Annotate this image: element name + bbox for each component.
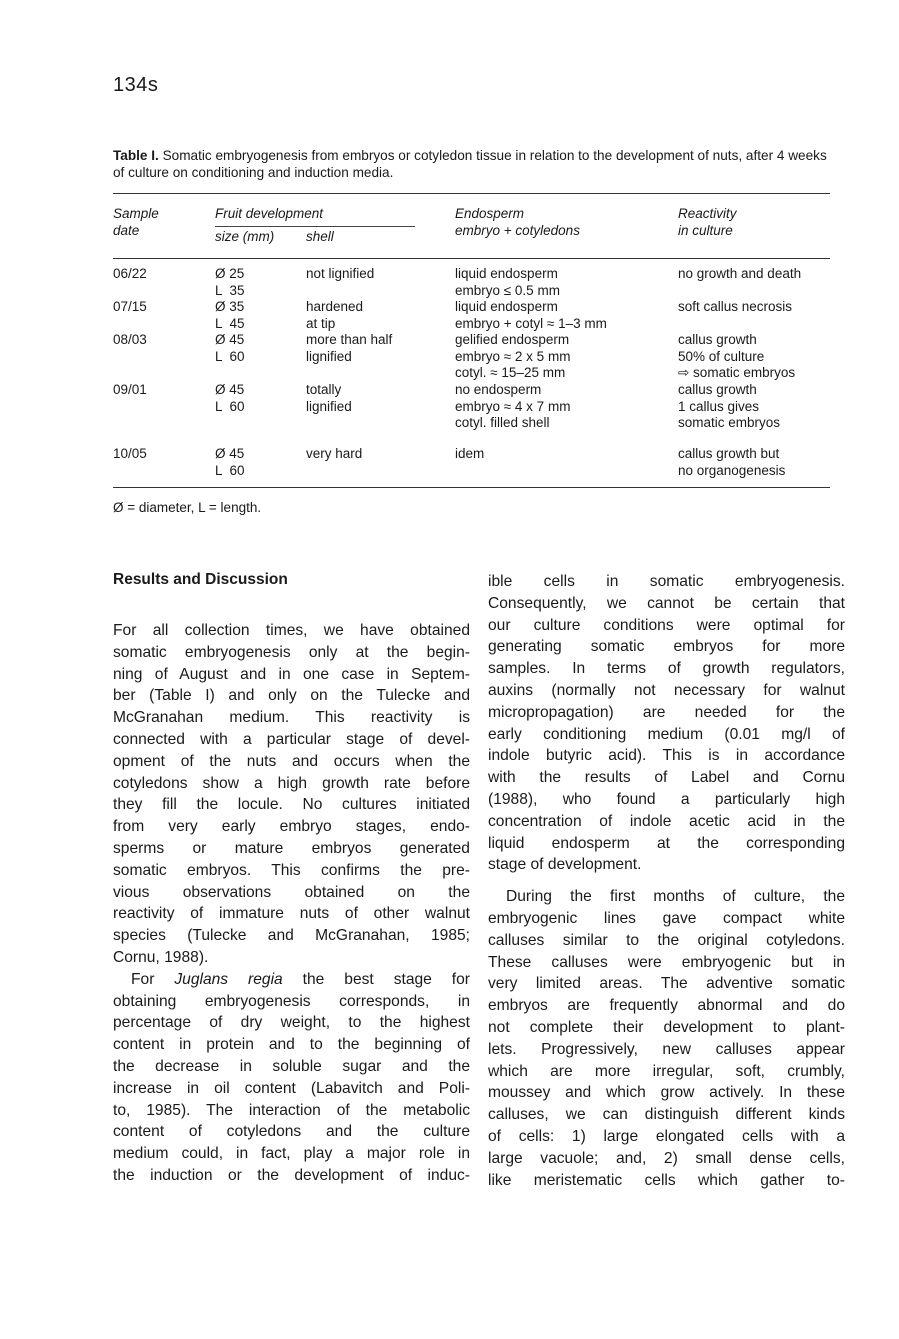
text-line: reactivity of immature nuts of other walnut xyxy=(113,905,470,923)
cell-size: L 60 xyxy=(215,348,245,364)
cell-size: L 45 xyxy=(215,315,245,331)
cell-size: L 60 xyxy=(215,462,245,478)
cell-shell: totally xyxy=(306,382,342,397)
text-line: medium could, in fact, play a major role in xyxy=(113,1145,470,1163)
header-shell: shell xyxy=(306,229,334,244)
cell-size: Ø 35 xyxy=(215,299,245,314)
text-line: early conditioning medium (0.01 mg/l of xyxy=(488,725,845,743)
cell-endosperm: embryo ≈ 2 x 5 mm xyxy=(455,348,571,364)
text-line: with the results of Label and Cornu xyxy=(488,769,845,787)
cell-shell: at tip xyxy=(306,315,336,331)
text-line: obtaining embryogenesis corresponds, in xyxy=(113,992,470,1010)
text-line: embryogenic lines gave compact white xyxy=(488,909,845,927)
page-number: 134s xyxy=(113,74,159,96)
cell-date: 10/05 xyxy=(113,446,147,461)
header-sample-line2: date xyxy=(113,223,140,238)
cell-endosperm: no endosperm xyxy=(455,382,542,397)
table-top-rule xyxy=(113,193,830,194)
cell-endosperm: embryo + cotyl ≈ 1–3 mm xyxy=(455,315,607,331)
paragraph-4 xyxy=(488,886,845,1191)
cell-reactivity: no organogenesis xyxy=(678,462,786,478)
text-line: McGranahan medium. This reactivity is xyxy=(113,709,470,727)
header-fruit-development: Fruit development xyxy=(215,206,324,221)
text-line: the decrease in soluble sugar and the xyxy=(113,1057,470,1075)
cell-size: L 60 xyxy=(215,398,245,414)
cell-endosperm: cotyl. filled shell xyxy=(455,415,550,430)
cell-reactivity: callus growth but xyxy=(678,446,780,461)
text-line: ning of August and in one case in Septem- xyxy=(113,665,470,683)
text-line: species (Tulecke and McGranahan, 1985; xyxy=(113,927,470,945)
cell-date: 09/01 xyxy=(113,382,147,397)
text-line: indole butyric acid). This is in accordance xyxy=(488,747,845,765)
text-line: concentration of indole acetic acid in the xyxy=(488,812,845,830)
text-line: like meristematic cells which gather to- xyxy=(488,1171,845,1189)
cell-endosperm: idem xyxy=(455,446,485,461)
cell-size: Ø 25 xyxy=(215,266,245,281)
text-line: very limited areas. The adventive somatic xyxy=(488,975,845,993)
header-sample-date xyxy=(113,205,159,239)
text-line: our culture conditions were optimal for xyxy=(488,616,845,634)
paragraph-1 xyxy=(113,620,470,969)
cell-reactivity: 50% of culture xyxy=(678,348,765,364)
text-line: they fill the locule. No cultures initiated xyxy=(113,796,470,814)
text-line: liquid endosperm at the corresponding xyxy=(488,834,845,852)
cell-endosperm: gelified endosperm xyxy=(455,332,570,347)
header-reactivity-line1: Reactivity xyxy=(678,206,737,221)
paragraph-2 xyxy=(113,969,470,1187)
text-fragment: For xyxy=(131,970,175,988)
text-line: For all collection times, we have obtained xyxy=(113,622,470,639)
right-column xyxy=(488,571,845,1191)
cell-size: Ø 45 xyxy=(215,446,245,461)
text-line: micropropagation) are needed for the xyxy=(488,703,845,721)
cell-reactivity: no growth and death xyxy=(678,266,802,281)
header-reactivity-line2: in culture xyxy=(678,223,733,238)
text-line: generating somatic embryos for more xyxy=(488,638,845,656)
paragraph-3 xyxy=(488,571,845,876)
cell-shell: not lignified xyxy=(306,266,375,281)
text-line: moussey and which grow actively. In these xyxy=(488,1084,845,1102)
text-line: increase in oil content (Labavitch and Poli- xyxy=(113,1079,470,1097)
cell-endosperm: embryo ≈ 4 x 7 mm xyxy=(455,398,571,414)
text-line: somatic embryos. This confirms the pre- xyxy=(113,861,470,879)
text-line: somatic embryogenesis only at the begin- xyxy=(113,643,470,661)
text-line: These calluses were embryogenic but in xyxy=(488,953,845,971)
text-line: content in protein and to the beginning of xyxy=(113,1036,470,1054)
cell-endosperm: cotyl. ≈ 15–25 mm xyxy=(455,365,566,380)
cell-shell: hardened xyxy=(306,299,364,314)
text-line: ber (Table I) and only on the Tulecke and xyxy=(113,687,470,705)
text-line xyxy=(113,969,470,991)
text-line: cotyledons show a high growth rate before xyxy=(113,774,470,792)
cell-size: L 35 xyxy=(215,282,245,298)
cell-size: Ø 45 xyxy=(215,332,245,347)
text-line: During the first months of culture, the xyxy=(506,888,845,906)
text-line: Cornu, 1988). xyxy=(113,948,209,966)
cell-reactivity: callus growth xyxy=(678,382,757,397)
cell-date: 08/03 xyxy=(113,332,147,347)
text-line: the induction or the development of induc- xyxy=(113,1166,470,1184)
text-line: large vacuole; and, 2) small dense cells, xyxy=(488,1149,845,1167)
cell-date: 07/15 xyxy=(113,299,147,314)
text-line: calluses, we can distinguish different kinds xyxy=(488,1106,845,1124)
fruit-development-subrule xyxy=(215,226,415,227)
header-endosperm xyxy=(455,205,580,239)
cell-reactivity: somatic embryos xyxy=(678,415,781,430)
text-line: (1988), who found a particularly high xyxy=(488,790,845,808)
cell-reactivity: 1 callus gives xyxy=(678,398,760,414)
cell-endosperm: embryo ≤ 0.5 mm xyxy=(455,282,560,298)
header-endosperm-line2: embryo + cotyledons xyxy=(455,223,580,238)
table-caption-text: Somatic embryogenesis from embryos or cotyledon tissue in relation to the development of nuts, after 4 weeks of culture on conditioning and induction media. xyxy=(113,148,827,180)
table-header-rule xyxy=(113,258,830,259)
cell-shell: lignified xyxy=(306,348,352,364)
text-line: samples. In terms of growth regulators, xyxy=(488,660,845,678)
table-bottom-rule xyxy=(113,487,830,488)
text-line: calluses similar to the original cotyledons. xyxy=(488,931,845,949)
text-line: sperms or mature embryos generated xyxy=(113,839,470,857)
header-endosperm-line1: Endosperm xyxy=(455,206,525,221)
cell-shell: very hard xyxy=(306,446,363,461)
cell-shell: lignified xyxy=(306,398,352,414)
header-sample-line1: Sample xyxy=(113,206,159,221)
cell-reactivity: callus growth xyxy=(678,332,757,347)
cell-size: Ø 45 xyxy=(215,382,245,397)
species-name: Juglans regia xyxy=(174,970,283,988)
text-line: lets. Progressively, new calluses appear xyxy=(488,1040,845,1058)
cell-endosperm: liquid endosperm xyxy=(455,299,558,314)
header-reactivity xyxy=(678,205,737,239)
section-heading: Results and Discussion xyxy=(113,571,288,588)
text-line: connected with a particular stage of devel- xyxy=(113,730,470,748)
cell-reactivity: soft callus necrosis xyxy=(678,299,793,314)
text-line: not complete their development to plant- xyxy=(488,1018,845,1036)
text-fragment: the best stage for xyxy=(282,970,470,988)
table-caption xyxy=(113,147,833,181)
text-line: content of cotyledons and the culture xyxy=(113,1123,470,1141)
text-line: auxins (normally not necessary for walnut xyxy=(488,681,845,699)
cell-date: 06/22 xyxy=(113,266,147,281)
text-line: ible cells in somatic embryogenesis. xyxy=(488,573,845,590)
text-line: to, 1985). The interaction of the metabolic xyxy=(113,1101,470,1119)
text-line: stage of development. xyxy=(488,856,642,874)
cell-shell: more than half xyxy=(306,332,393,347)
text-line: of cells: 1) large elongated cells with a xyxy=(488,1127,845,1145)
left-column xyxy=(113,620,470,1187)
text-line: Consequently, we cannot be certain that xyxy=(488,594,845,612)
cell-reactivity: ⇨ somatic embryos xyxy=(678,365,796,380)
text-line: percentage of dry weight, to the highest xyxy=(113,1014,470,1032)
table-caption-label: Table I. xyxy=(113,148,159,163)
text-line: embryos are frequently abnormal and do xyxy=(488,997,845,1015)
header-size: size (mm) xyxy=(215,229,275,244)
text-line: which are more irregular, soft, crumbly, xyxy=(488,1062,845,1080)
text-line: from very early embryo stages, endo- xyxy=(113,818,470,836)
table-footnote: Ø = diameter, L = length. xyxy=(113,500,262,515)
text-line: opment of the nuts and occurs when the xyxy=(113,752,470,770)
text-line: vious observations obtained on the xyxy=(113,883,470,901)
cell-endosperm: liquid endosperm xyxy=(455,266,558,281)
